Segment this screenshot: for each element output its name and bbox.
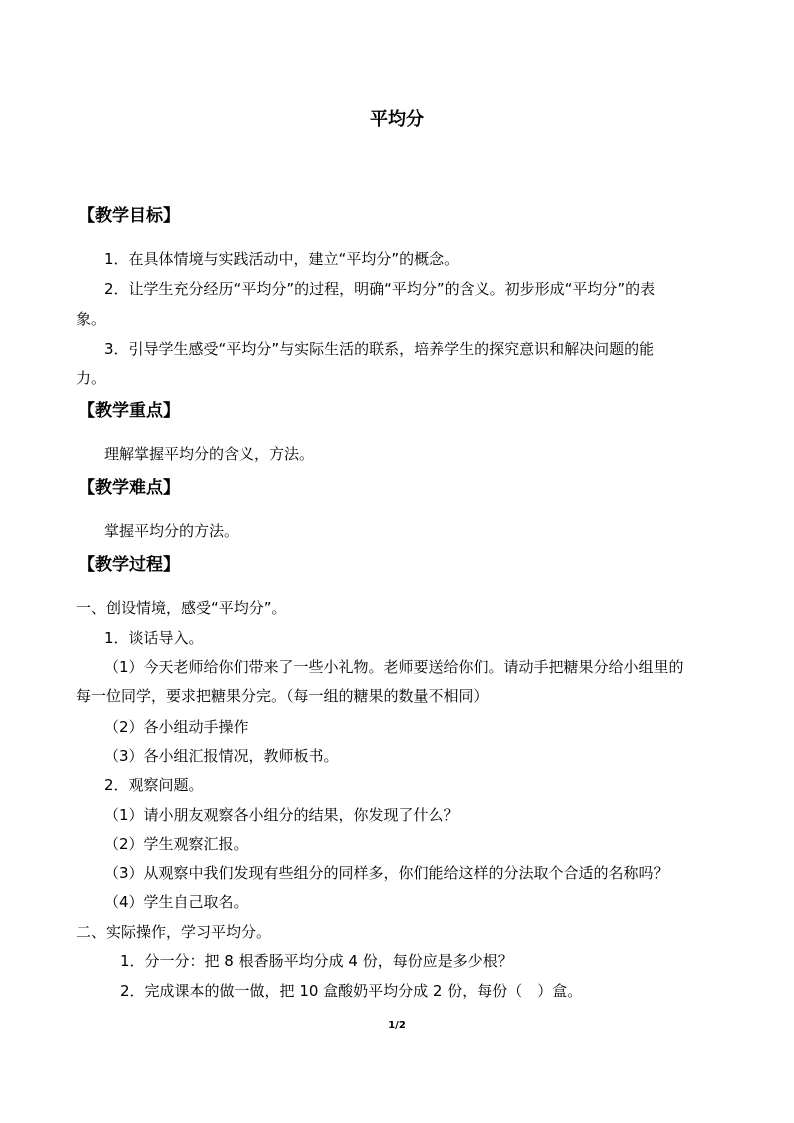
difficulty-line-1: 掌握平均分的方法。 xyxy=(104,522,240,540)
process-line-9: （2）学生观察汇报。 xyxy=(104,835,249,853)
goal-line-2: 2．让学生充分经历“平均分”的过程，明确“平均分”的含义。初步形成“平均分”的表 xyxy=(104,280,656,298)
goal-line-2-cont: 象。 xyxy=(76,310,107,328)
process-line-4: 每一位同学，要求把糖果分完。（每一组的糖果的数量不相同） xyxy=(76,687,489,705)
process-line-2: 1．谈话导入。 xyxy=(104,629,204,647)
process-line-7: 2．观察问题。 xyxy=(104,776,204,794)
process-line-8: （1）请小朋友观察各小组分的结果，你发现了什么？ xyxy=(104,806,459,824)
page-title: 平均分 xyxy=(370,109,424,130)
heading-teaching-key: 【教学重点】 xyxy=(78,401,180,421)
process-line-11: （4）学生自己取名。 xyxy=(104,893,249,911)
heading-teaching-difficulty: 【教学难点】 xyxy=(78,478,180,498)
goal-line-3: 3．引导学生感受“平均分”与实际生活的联系，培养学生的探究意识和解决问题的能 xyxy=(104,340,655,358)
process-line-14: 2．完成课本的做一做，把 10 盒酸奶平均分成 2 份，每份（ ）盒。 xyxy=(120,982,583,1000)
goal-line-1: 1．在具体情境与实践活动中，建立“平均分”的概念。 xyxy=(104,250,460,268)
process-line-12: 二、实际操作，学习平均分。 xyxy=(76,923,272,941)
process-line-3: （1）今天老师给你们带来了一些小礼物。老师要送给你们。请动手把糖果分给小组里的 xyxy=(104,658,684,676)
process-line-5: （2）各小组动手操作 xyxy=(104,718,249,736)
process-line-6: （3）各小组汇报情况，教师板书。 xyxy=(104,747,339,765)
heading-teaching-process: 【教学过程】 xyxy=(78,555,180,575)
heading-teaching-goals: 【教学目标】 xyxy=(78,206,180,226)
process-line-13: 1．分一分：把 8 根香肠平均分成 4 份，每份应是多少根？ xyxy=(120,952,513,970)
process-line-1: 一、创设情境，感受“平均分”。 xyxy=(76,599,287,617)
goal-line-3-cont: 力。 xyxy=(76,369,107,387)
key-line-1: 理解掌握平均分的含义，方法。 xyxy=(104,445,315,463)
page-number: 1/2 xyxy=(388,1020,406,1031)
process-line-10: （3）从观察中我们发现有些组分的同样多，你们能给这样的分法取个合适的名称吗？ xyxy=(104,864,669,882)
